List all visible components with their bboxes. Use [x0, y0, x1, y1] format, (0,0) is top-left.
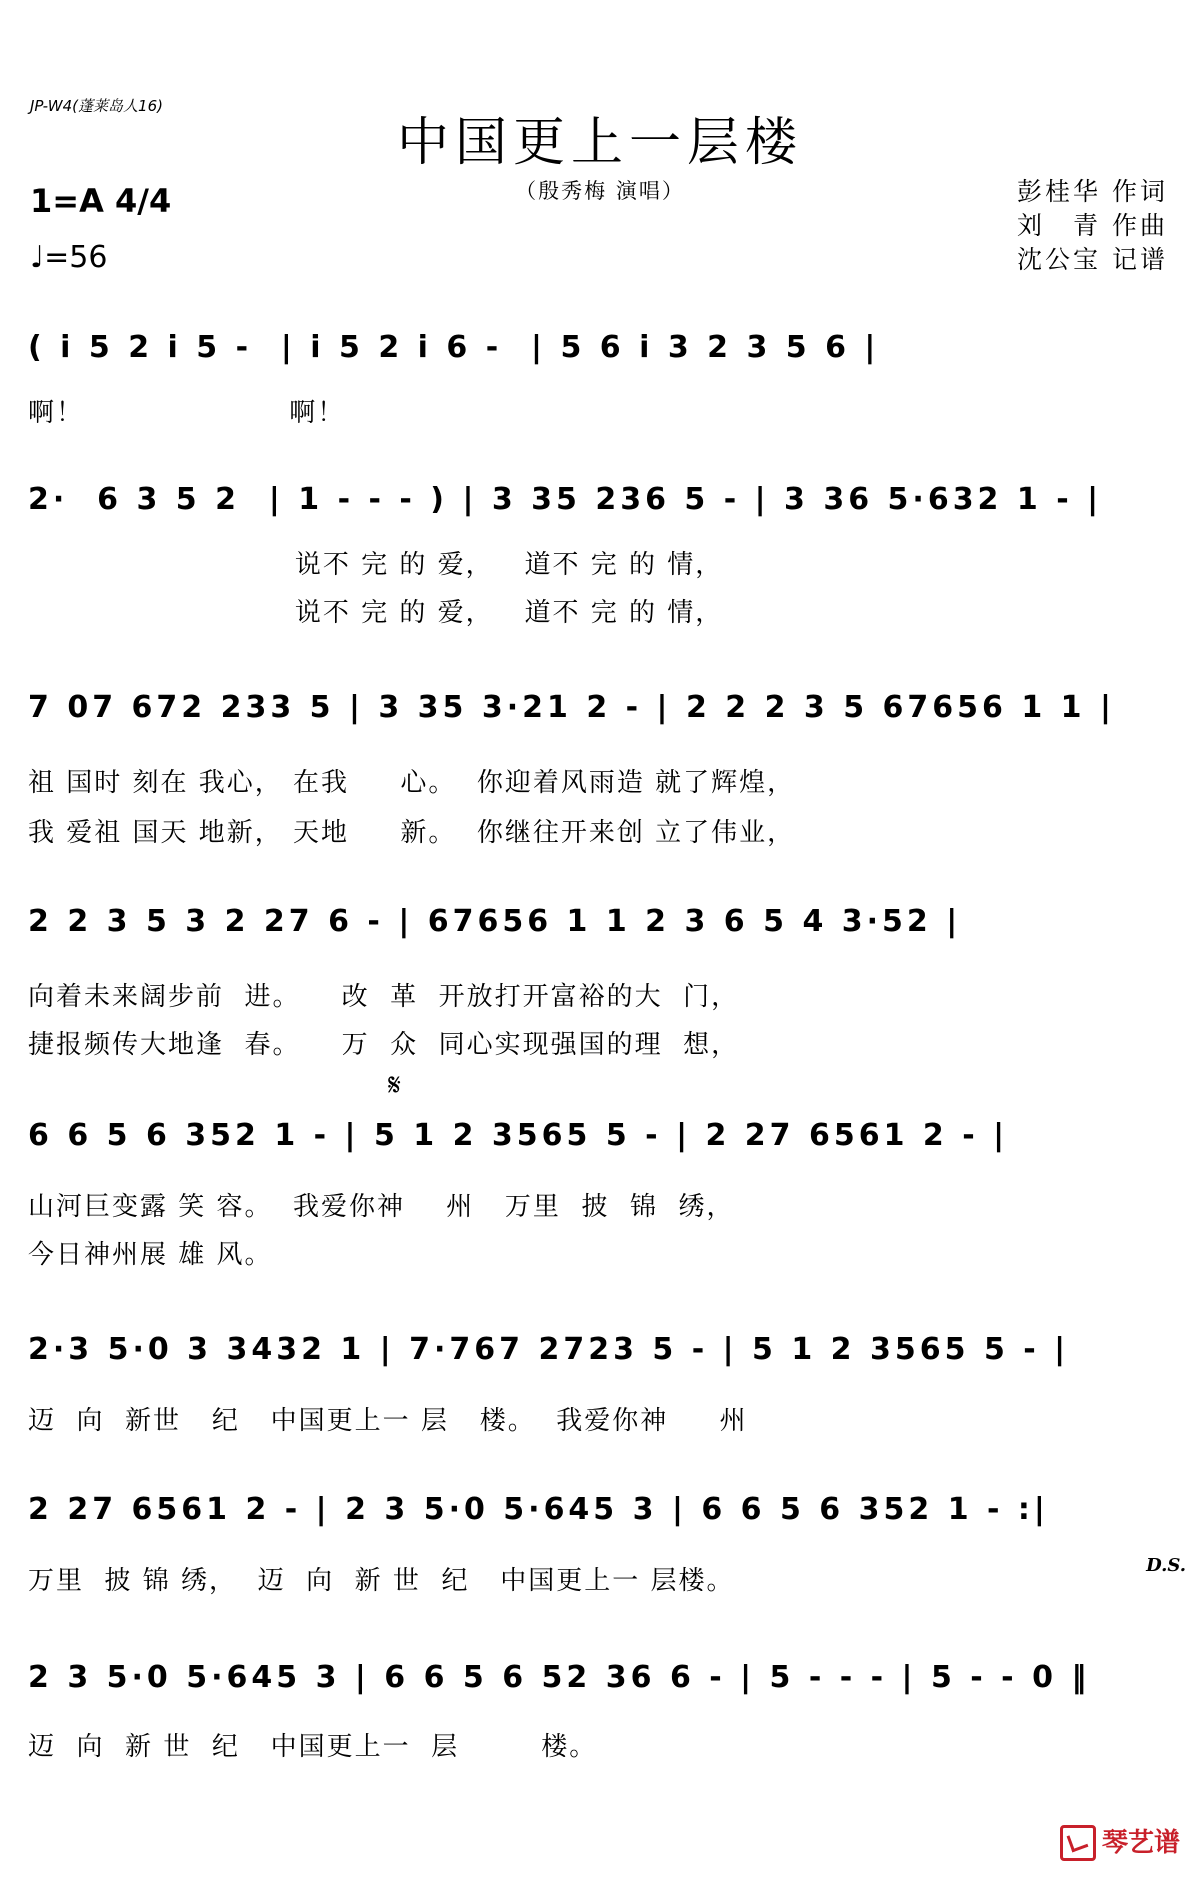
notation-line-8: 2 3 5·0 5·645 3 | 6 6 5 6 52 36 6 - | 5 - - - | 5 - - 0 ‖ [28, 1660, 1091, 1695]
lyrics-line-5b: 今日神州展 雄 风。 [28, 1240, 273, 1270]
notation-line-5: 6 6 5 6 352 1 - | 5 1 2 3565 5 - | 2 27 6561 2 - | [28, 1118, 1009, 1153]
tempo-marking: ♩=56 [30, 240, 108, 275]
watermark-logo [1060, 1822, 1180, 1862]
notation-line-4: 2 2 3 5 3 2 27 6 - | 67656 1 1 2 3 6 5 4 3·52 | [28, 904, 962, 939]
notation-line-7: 2 27 6561 2 - | 2 3 5·0 5·645 3 | 6 6 5 6 352 1 - :| [28, 1492, 1049, 1527]
lyrics-line-2b: 说不 完 的 爱， 道不 完 的 情， [28, 598, 724, 628]
notation-line-2: 2· 6 3 5 2 | 1 - - - ) | 3 35 236 5 - | 3 36 5·632 1 - | [28, 482, 1103, 517]
performer: （殷秀梅 演唱） [515, 179, 685, 203]
lyrics-line-3b: 我 爱祖 国天 地新， 天地 新。 你继往开来创 立了伟业， [28, 818, 796, 848]
segno-sign: 𝄋 [388, 1068, 401, 1103]
lyrics-line-3a: 祖 国时 刻在 我心， 在我 心。 你迎着风雨造 就了辉煌， [28, 768, 796, 798]
notation-line-6: 2·3 5·0 3 3432 1 | 7·767 2723 5 - | 5 1 2 3565 5 - | [28, 1332, 1070, 1367]
notation-line-3: 7 07 672 233 5 | 3 35 3·21 2 - | 2 2 2 3 5 67656 1 1 | [28, 690, 1115, 725]
watermark-text: 琴艺谱 [1101, 1827, 1180, 1858]
lyrics-line-4a: 向着未来阔步前 进。 改 革 开放打开富裕的大 门， [28, 982, 740, 1012]
piano-logo-icon [1060, 1825, 1096, 1861]
key-signature: 1=A 4/4 [30, 182, 172, 220]
composer: 刘 青 作曲 [1017, 211, 1168, 240]
score-code: JP-W4(蓬莱岛人16) [30, 97, 163, 115]
lyrics-line-8a: 迈 向 新 世 纪 中国更上一 层 楼。 [28, 1732, 598, 1762]
lyricist: 彭桂华 作词 [1017, 177, 1168, 206]
lyrics-line-7a: 万里 披 锦 绣， 迈 向 新 世 纪 中国更上一 层楼。 [28, 1566, 735, 1596]
lyrics-line-1a: 啊！ 啊！ [28, 398, 346, 428]
credits [1017, 175, 1168, 277]
notation-line-1: ( i 5 2 i 5 - | i 5 2 i 6 - | 5 6 i 3 2 3 5 6 | [28, 330, 880, 365]
lyrics-line-5a: 山河巨变露 笑 容。 我爱你神 州 万里 披 锦 绣， [28, 1192, 735, 1222]
lyrics-line-2a: 说不 完 的 爱， 道不 完 的 情， [28, 550, 724, 580]
lyrics-line-6a: 迈 向 新世 纪 中国更上一 层 楼。 我爱你神 州 [28, 1406, 748, 1436]
lyrics-line-4b: 捷报频传大地逢 春。 万 众 同心实现强国的理 想， [28, 1030, 740, 1060]
song-title: 中国更上一层楼 [396, 113, 803, 173]
transcriber: 沈公宝 记谱 [1017, 245, 1168, 274]
dal-segno-mark: D.S. [1146, 1555, 1186, 1576]
